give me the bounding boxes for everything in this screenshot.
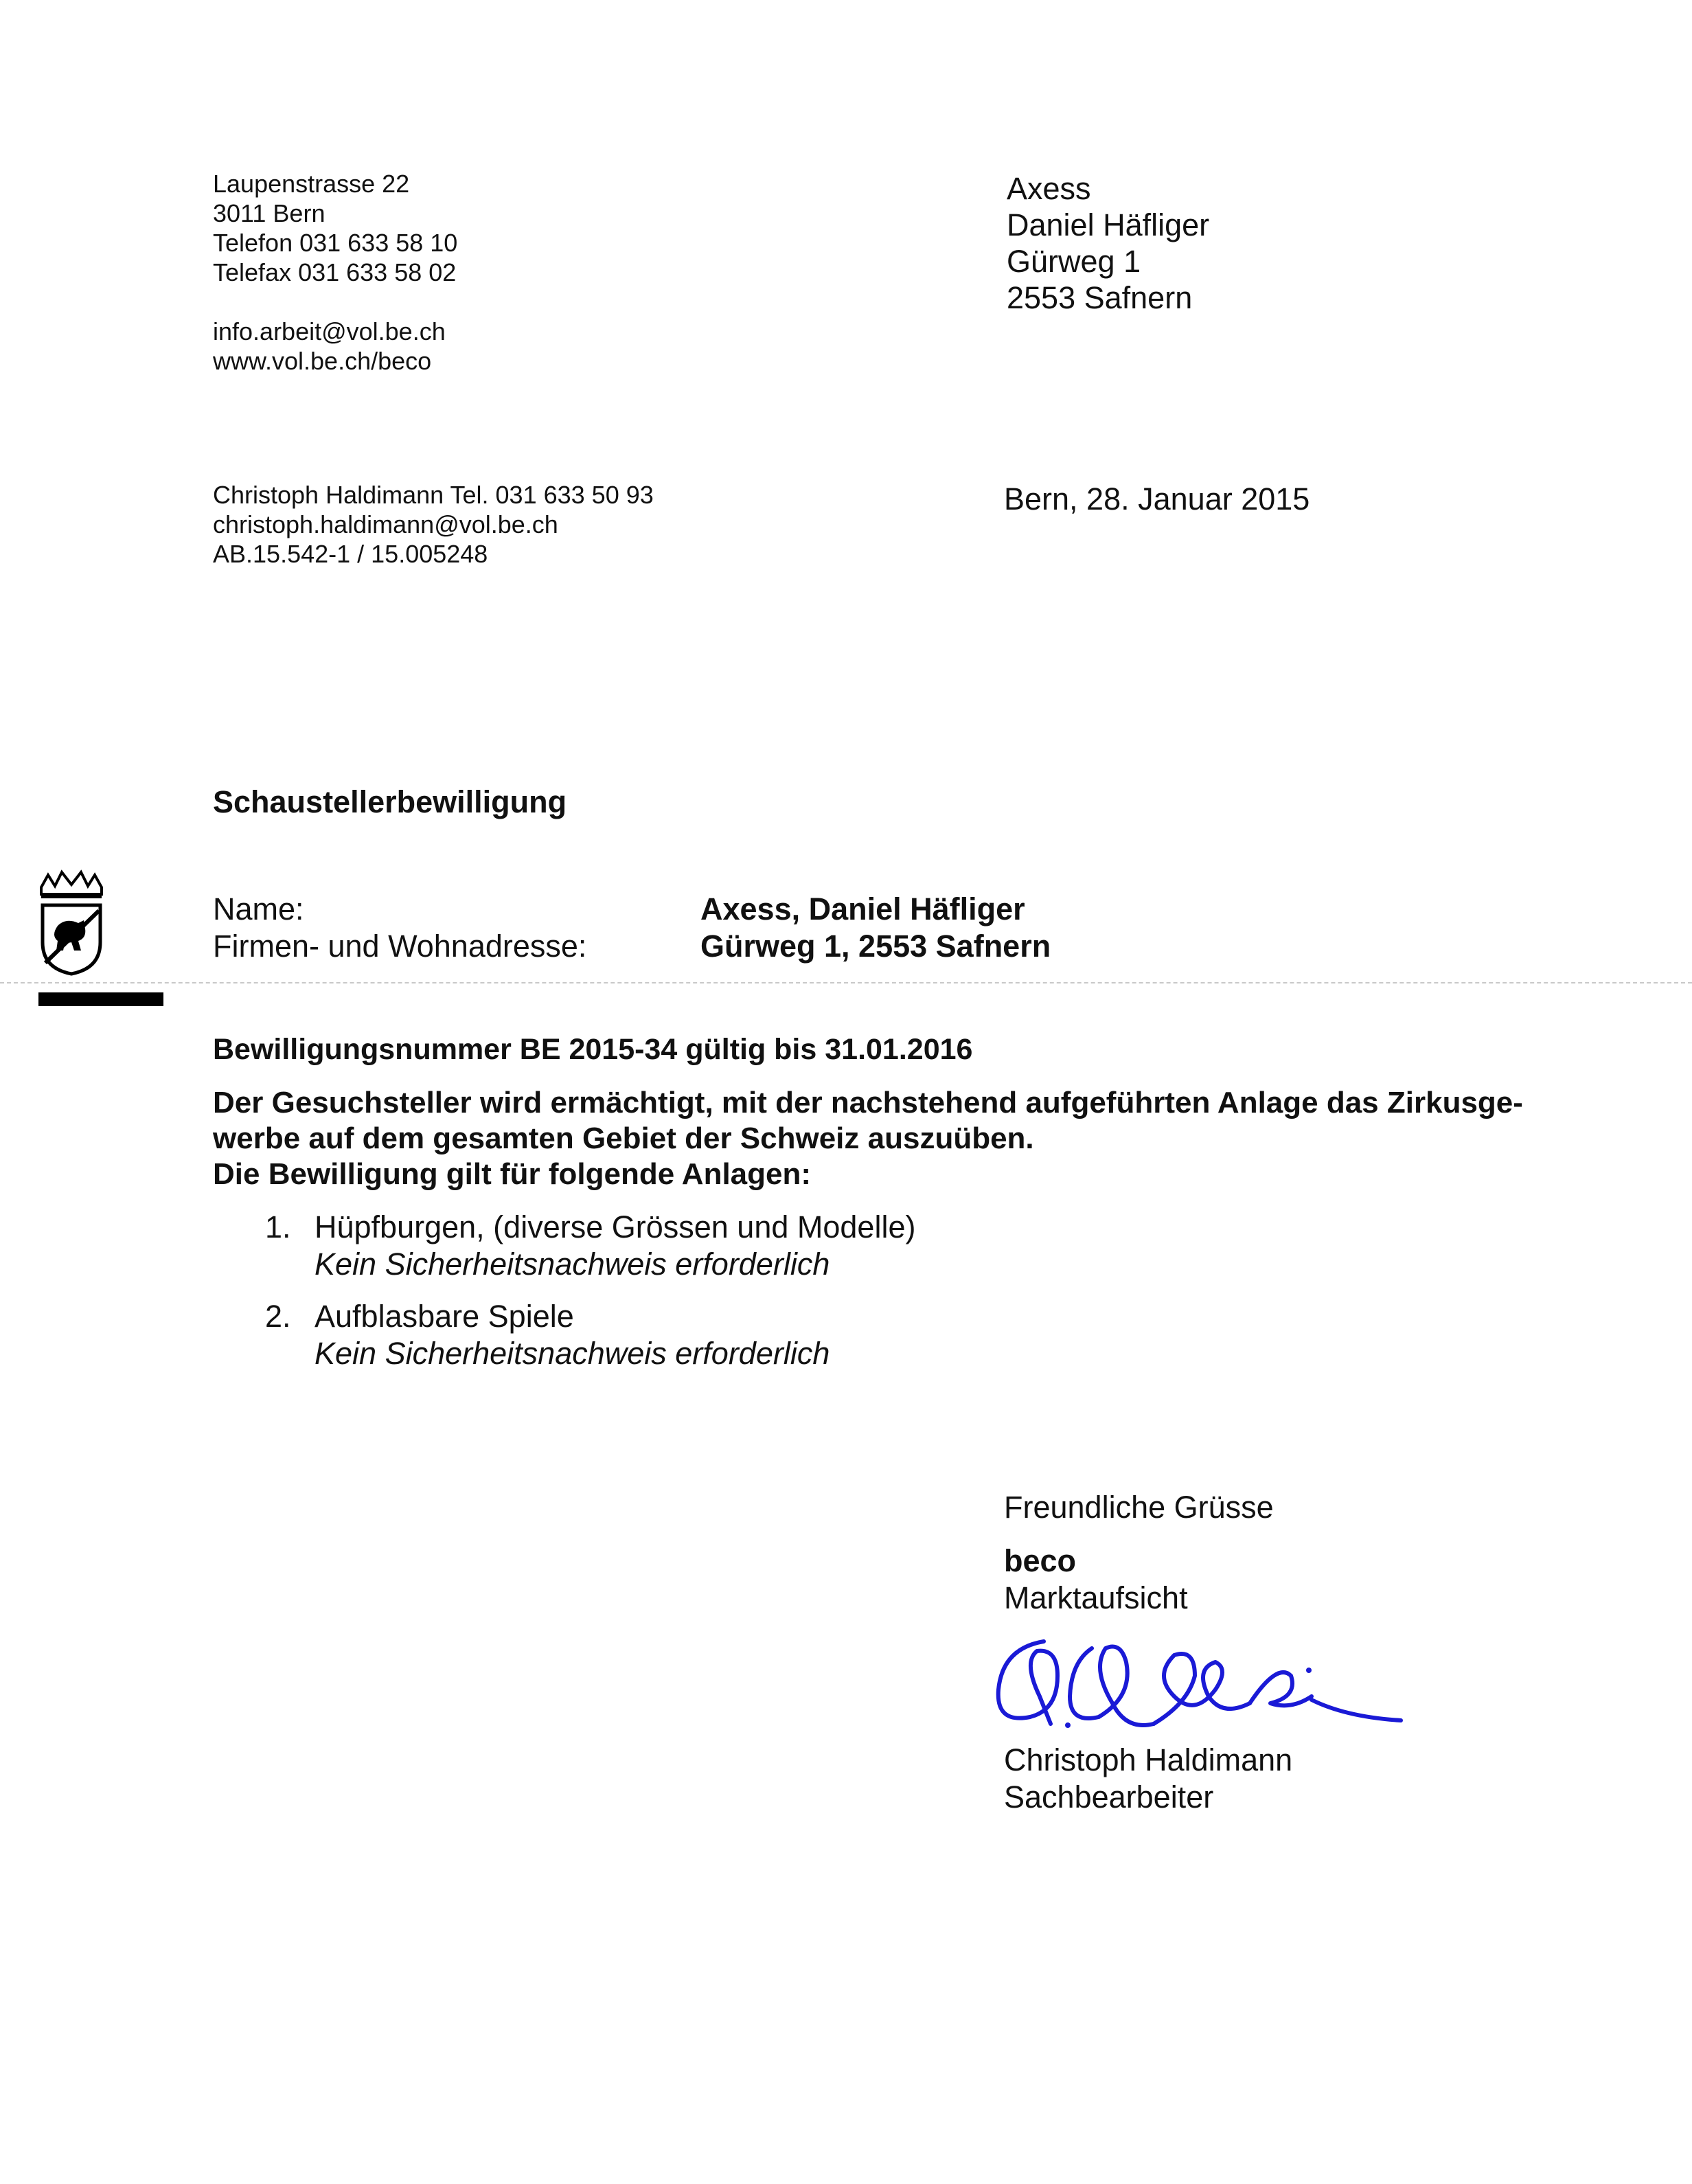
facility-list <box>265 1209 915 1387</box>
recipient-company: Axess <box>1007 171 1091 206</box>
recipient-name: Daniel Häfliger <box>1007 207 1210 242</box>
address-label: Firmen- und Wohnadresse: <box>213 929 587 964</box>
name-value: Axess, Daniel Häfliger <box>700 891 1025 926</box>
bern-coat-of-arms-icon <box>38 867 104 977</box>
recipient-street: Gürweg 1 <box>1007 244 1141 279</box>
list-item-number: 1. <box>265 1209 291 1244</box>
permit-number: Bewilligungsnummer BE 2015-34 gültig bis 31.01.2016 <box>213 1033 973 1066</box>
authorization-text <box>213 1085 1593 1192</box>
list-item-note: Kein Sicherheitsnachweis erforderlich <box>315 1336 830 1371</box>
list-item-text: Hüpfburgen, (diverse Grössen und Modelle) <box>315 1209 916 1244</box>
contact-block <box>213 480 654 569</box>
reference-number: AB.15.542-1 / 15.005248 <box>213 540 488 568</box>
list-item-text: Aufblasbare Spiele <box>315 1299 574 1334</box>
contact-line: Christoph Haldimann Tel. 031 633 50 93 <box>213 481 654 509</box>
letter-date: Bern, 28. Januar 2015 <box>1004 481 1310 516</box>
sender-address <box>213 169 457 376</box>
contact-email: christoph.haldimann@vol.be.ch <box>213 510 558 538</box>
greeting: Freundliche Grüsse <box>1004 1490 1274 1525</box>
signer-role: Sachbearbeiter <box>1004 1779 1214 1815</box>
recipient-city: 2553 Safnern <box>1007 280 1193 315</box>
list-item-note: Kein Sicherheitsnachweis erforderlich <box>315 1247 830 1282</box>
intro-line-2: werbe auf dem gesamten Gebiet der Schweiz auszuüben. <box>213 1122 1034 1155</box>
list-item <box>265 1209 915 1283</box>
sender-email: info.arbeit@vol.be.ch <box>213 317 446 345</box>
sender-street: Laupenstrasse 22 <box>213 170 410 198</box>
list-item <box>265 1298 915 1372</box>
signature-image <box>989 1621 1428 1744</box>
name-label: Name: <box>213 891 304 926</box>
sender-phone: Telefon 031 633 58 10 <box>213 229 458 257</box>
organization: beco <box>1004 1543 1077 1578</box>
sender-fax: Telefax 031 633 58 02 <box>213 258 457 286</box>
sender-city: 3011 Bern <box>213 199 325 227</box>
address-value: Gürweg 1, 2553 Safnern <box>700 929 1051 964</box>
document-title: Schaustellerbewilligung <box>213 784 567 819</box>
sender-web: www.vol.be.ch/beco <box>213 347 432 375</box>
list-item-number: 2. <box>265 1299 291 1334</box>
separator-line <box>0 982 1692 983</box>
signer-block <box>1004 1742 1292 1816</box>
closing-block <box>1004 1489 1274 1617</box>
signer-name: Christoph Haldimann <box>1004 1742 1293 1777</box>
intro-line-1: Der Gesuchsteller wird ermächtigt, mit der nachstehend aufgeführten Anlage das Zirkusge- <box>213 1086 1523 1119</box>
recipient-address <box>1007 170 1209 316</box>
intro-line-3: Die Bewilligung gilt für folgende Anlagen: <box>213 1157 812 1191</box>
department: Marktaufsicht <box>1004 1580 1188 1615</box>
black-bar <box>38 992 163 1006</box>
